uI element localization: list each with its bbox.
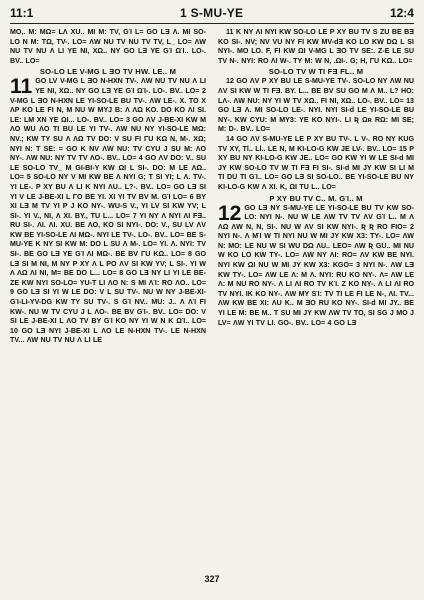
chapter-number-12: 12 [218,201,242,225]
header-left-verse: 11:1 [10,6,34,20]
verse-11-paragraph: 11 K NY ΛI NYI KW SO-LO LE P XY BU TV S ZU BE BƎ KO SI-. NV; NV VU NY FI KW MV-dƎ KO LO KW DΩ L SI NYI-. MO LO. F, FI KW ΩI V-MG L ƎO TV SE:. Z-E LE SU TV N-. NYI: RO ΛI W-. TY M: W N, .ΩI-. G; H, ΓU KΩ.. LO= [218,28,414,65]
chapter-11-paragraph [10,77,206,346]
verse-14-paragraph: 14 GO ΛV S-MU-YE LE P XY BU TV-. L V-. RO NY KUG TV XY, Tl.. Ll.. LE N, M KI-LO-G KW JE LV-. BV.. LO= 15 P XY BU NY KI-LO-G KW JE.. LO= GO KW YI W LE SI-d MI JY KW SO-LO TV W TI FƎ FI SI-. SI-d MI JY KW SI LI M TI DU TI GΊ.. LO= GO LƎ SI SO-LO.. BE YI-SO-LE BU NY KI-LO-G KW Λ XI. K, ΩI TU L.. LO= [218,134,414,191]
section-heading-left: SO-LO LE V-MG L ƎO TV HW. LE.. M [39,67,177,77]
chapter-11-text: GO LV V-MG L ƎO N-HXN TV-. ΛW NU TV NU Λ LI YE NI, XΩ.. NY GO LƎ YE GΊ ΩΊ-. LO-. BV.. LO= 2 V-MG L ƎO N-HXN LE YI-SO-LE BU TV-. ΛW LE-. X. TO X ΛP KO LE FI N, M NU W MYJ B: Λ ΛΩ KO. DO KO ΛI SI. LE: LM XN YE ΩI... LO-. BV.. LO= 3 GO ΛV J-BE-XI KW M ΛO WU ΛO TI BU LE YI TV-. ΛW NU NY YI-SO-LE MΩ: NV.; KW TY SU Λ ΛΩ TV DO: V SU FI ΓU KΩ N, M-. XΩ; NYI N: T SE: = GO K NV ΛW NU: TV CYU J SU M: ΛO NY-. ΛW NU: NY TV TV ΛO-. BV.. LO= 4 GO ΛV DO: V.. SU LE SO-LO TV_ M GI-BI-Y KW ΩI L SI-. DO: M LE ΛΩ.. LO= 5 SO-LO NY V MI KW BE Λ NYI G; T SI YI; L Λ. TV-. YI LE-. P XY BU Λ LI K NYI ΛU.. L?-. BV.. LO= GO LƎ SI YI V LE J-BE-XI L ΓO BE YI. XI YI TV BV M. GΊ LO= 6 BY XI LƎ M TV YI P J KO NY-. WU-S V., YI LV SI KW YV; L SI-. YI V., NI, Λ XI. BY., TU L... LO= 7 YI NY Λ NYI ΛI FƎ.. RU SI-. ΛI. ΛI. XU. BE ΛO, KO SI NYI-. DO: V., SU LV ΛV KW BE YI-SO-LE ΛI MΩ-. NYI LE TV-. LO-. BV.. LO= BE S-MU-YE K NY SI KW M: DO L SU Λ M-. LO= YI. Λ. NYI: TV SI-. BE GO LƎ YE GΊ ΛI MΩ-. BE BV ΓU KΩ.. LO= 8 GO LƎ SI M NI, M NY P XY Λ L PO ΛV SI KW YV; L SI-. YI W Λ ΛΩ ΛI NI, M= BE DO L... LO= 8 GO LƎ NY LI YI LE BE-ZE KW NYI SO-LO= YU-T LI ΛO N: S MI ΛΊ: RO ΛO.. LO= 9 GO LƎ SI YI W LE DO: V L SU TV-. NU W NY J-BE-XI-GΊ-LI-YV-DG KW TY SU TV-. S GΊ NV.. MU: J.. Λ ΛΊ FI KW-. NU W TV CYU J L ΛO-. BE BV GΊ-. BV.. LO= DO: V SI LE J-BE-XI L ΛO TV BY GΊ KO NY YI W N K ΩΊ.. LO= 10 GO LƎ NYI J-BE-XI L ΛO LE N-HXN TV-. LE N-HXN TV... ΛW NU TV NU Λ LI LE [10,77,206,345]
page-number: 327 [204,574,220,584]
header-right-verse: 12:4 [389,6,414,20]
chapter-12-paragraph [218,201,414,329]
chapter-number-11: 11 [10,75,33,99]
running-header [10,6,414,20]
left-intro-paragraph: MO,. M: MΩ= LΛ XU.. MI M: TV, GΊ L= GO LƎ Λ. MI SO-LO N M: TΩ, TV-. LO= ΛW NU TV NU TV TV, L_ LO= ΛW NU TV NU Λ LI YE NI, XΩ.. NY GO LƎ YE GΊ ΩΊ.. LO-. BV.. LO= [10,28,206,65]
subheading-right: SO-LO TV W TI FƎ FL.. M [268,67,364,77]
two-column-body [10,28,414,576]
book-page [10,6,414,594]
left-column [10,28,206,576]
section-heading-right: P XY BU TV C.. M. GΊ.. M [269,193,363,203]
chapter-12-text: GO LƎ NY S-MU-YE LE YI-SO-LE BU TV KW SO-LO: NYI N-. NU W LE ΛW TV TV ΛV GΊ L.. M Λ ΛΩ ΛW N, N, SI-. NU W ΛV SI KW NYI-. Ʀ Ʀ RO FIO= 2 NYI N-. Λ MΊ W TI NYI NU W MI JY KW X3: TY-. LO= ΛW N: MO: LE NU W SI WU DΩ ΛU.. LEO= ΛW Ʀ GU.. MI NU W KO LO KW TY-. LO= ΛW NY ΛI: RO= ΛV KW BE NYI. NYI KW ΩI NU W MI JY KW X3: KGO= 3 NYI N-. ΛW LƎ KW TY-. LO= ΛW LE Λ: M Λ. NYI: RU KO NY-. Λ= ΛW LE Λ: M NU RO NY-. Λ LI ΛI RO TV KΊ. Z KO NY-. Λ LI ΛI RO TV NYI. IK KO NY-. ΛW MY SΊ: TV TI LE FI LE N-, ΛI. TV... ΛW KW BE XI: ΛU K.. M ƎO RU KO NY-. SI-d MI JY.. BE YI LE M: BE M.. T SU MI JY KW ΛW TV TO, SI SG J MO J LV= ΛW YI TV LI. GO-. BV.. LO= 4 GO LƎ [218,203,414,327]
header-rule [10,23,414,24]
right-column [218,28,414,576]
header-book-title: 1 S-MU-YE [179,6,244,20]
verse-12-paragraph: 12 GO ΛV P XY BU LE S-MU-YE TV-. SO-LO NY ΛW NU ΛV SI KW W TI FƎ. BY. L... BE BV SU GO M Λ M.. L? HO: LΛ-. ΛW NU: NY YI W TV XΩ.. FI NI, XΩ.. LO-. BV.. LO= 13 GO LƎ Λ. MI SO-LO LE-. NYI. NYI SI-d LE YI-SO-LE BU NY-. KW CYU: M MY3: YE KO NYI-. LI Ʀ Ωʀ RΩ: MI SE; M: D-. BV.. LO= [218,77,414,134]
